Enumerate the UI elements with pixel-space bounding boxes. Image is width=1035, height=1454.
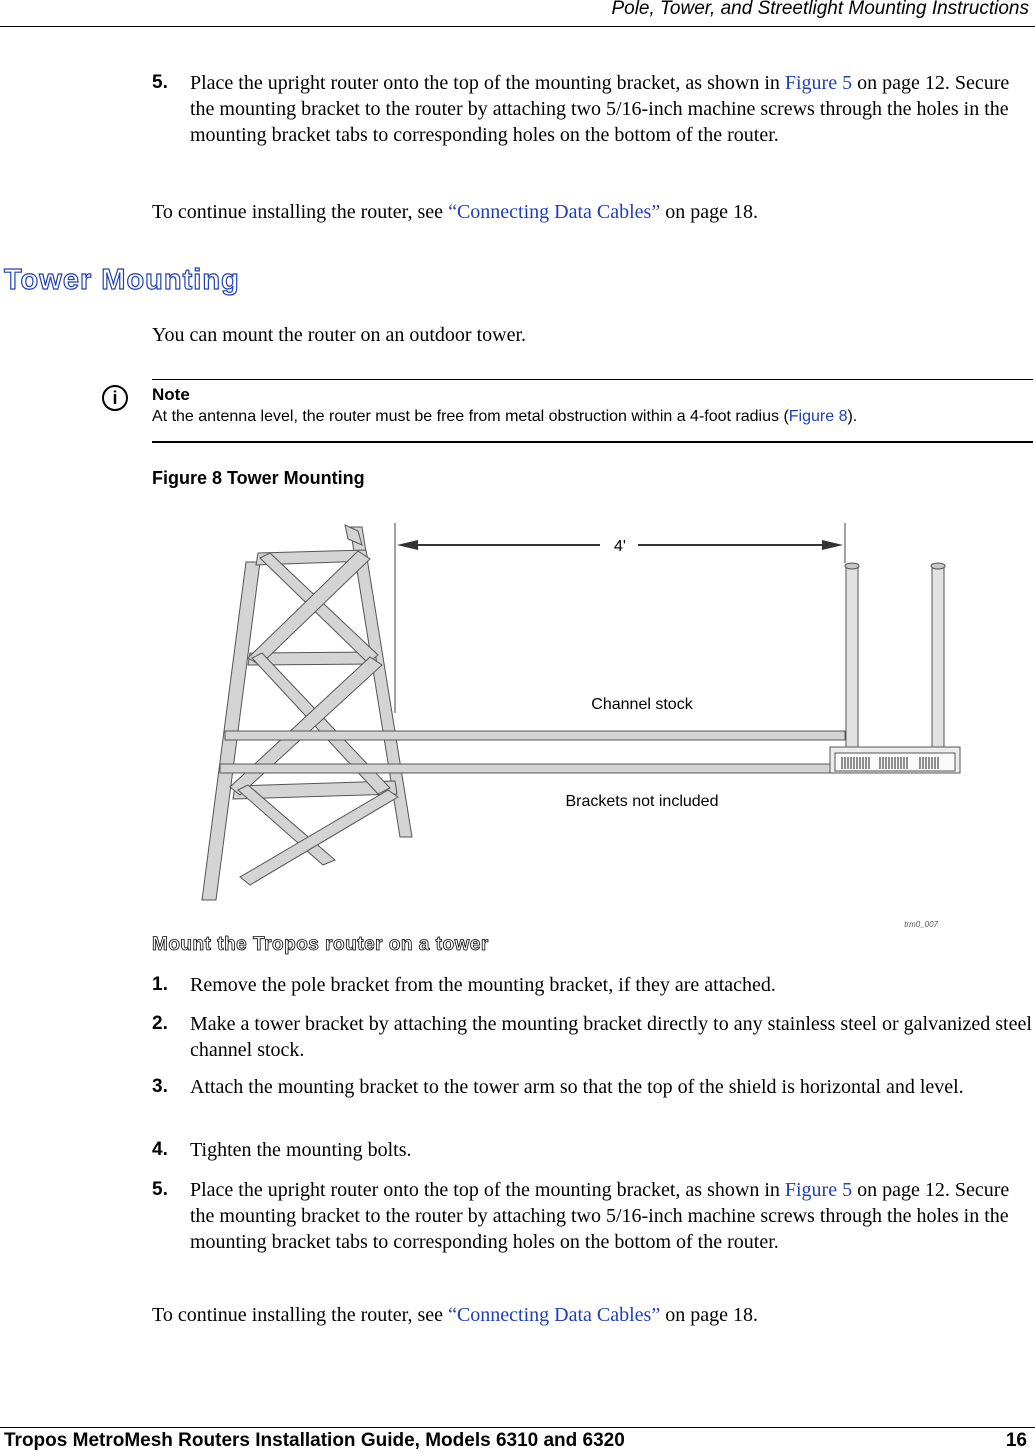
router-antenna-left bbox=[846, 565, 858, 747]
note-label: Note bbox=[152, 385, 190, 404]
figure-code: trm0_007 bbox=[904, 920, 938, 929]
continue-text-b: on page 18. bbox=[660, 1304, 758, 1326]
step-1 bbox=[152, 972, 1032, 998]
router bbox=[830, 563, 960, 773]
step-number: 2. bbox=[152, 1013, 168, 1034]
dimension-arrow-left bbox=[397, 540, 418, 550]
dimension-arrow-right bbox=[822, 540, 843, 550]
step-number: 4. bbox=[152, 1139, 168, 1160]
step-text: Make a tower bracket by attaching the mounting bracket directly to any stainless steel or galvanized steel channel stock. bbox=[190, 1013, 1032, 1061]
note-text-b: ). bbox=[847, 408, 858, 425]
note-text bbox=[152, 408, 857, 426]
page-number: 16 bbox=[1005, 1430, 1027, 1451]
brackets-label: Brackets not included bbox=[565, 793, 719, 810]
channel-stock-lower bbox=[220, 764, 845, 773]
section-heading: Tower Mounting bbox=[4, 264, 240, 296]
connecting-data-cables-link[interactable]: “Connecting Data Cables” bbox=[448, 1304, 661, 1326]
step-3 bbox=[152, 1074, 1032, 1100]
header-rule bbox=[0, 26, 1035, 27]
antenna-cap-left bbox=[845, 563, 859, 569]
dimension-label: 4' bbox=[614, 538, 626, 555]
channel-stock-upper bbox=[225, 731, 845, 740]
step-text: Tighten the mounting bolts. bbox=[190, 1139, 412, 1161]
step-5 bbox=[152, 1177, 1032, 1255]
router-antenna-right bbox=[932, 565, 944, 747]
step-number: 3. bbox=[152, 1076, 168, 1097]
note-rule-bottom bbox=[152, 441, 1033, 443]
step-number: 1. bbox=[152, 974, 168, 995]
channel-stock-label: Channel stock bbox=[591, 696, 693, 713]
info-icon: i bbox=[102, 385, 128, 411]
step-2 bbox=[152, 1011, 1032, 1063]
step-4 bbox=[152, 1137, 1032, 1163]
continue-text-b: on page 18. bbox=[660, 201, 758, 223]
footer-rule bbox=[0, 1427, 1035, 1428]
figure-caption: Figure 8 Tower Mounting bbox=[152, 468, 365, 488]
continue-paragraph-1 bbox=[152, 199, 758, 225]
figure-5-link[interactable]: Figure 5 bbox=[784, 72, 853, 94]
step-number: 5. bbox=[152, 72, 168, 93]
antenna-cap-right bbox=[931, 563, 945, 569]
subsection-heading: Mount the Tropos router on a tower bbox=[152, 934, 489, 955]
connecting-data-cables-link[interactable]: “Connecting Data Cables” bbox=[448, 201, 661, 223]
step-text-b: on page 12. Secure the mounting bracket to the router by attaching two 5/16-inch machine screws through the holes in the mounting bracket tabs to corresponding holes on the bottom of the router. bbox=[190, 1179, 1010, 1253]
continue-text-a: To continue installing the router, see bbox=[152, 201, 449, 223]
step-text-a: Place the upright router onto the top of the mounting bracket, as shown in bbox=[190, 1179, 785, 1201]
step-text: Remove the pole bracket from the mounting bracket, if they are attached. bbox=[190, 974, 776, 996]
top-step-5 bbox=[152, 70, 1032, 148]
running-header: Pole, Tower, and Streetlight Mounting Instructions bbox=[611, 0, 1029, 19]
footer-title: Tropos MetroMesh Routers Installation Guide, Models 6310 and 6320 bbox=[4, 1430, 625, 1451]
tower-brace bbox=[248, 551, 370, 665]
note-rule-top bbox=[152, 379, 1033, 380]
step-text-b: on page 12. Secure the mounting bracket to the router by attaching two 5/16-inch machine screws through the holes in the mounting bracket tabs to corresponding holes on the bottom of the router. bbox=[190, 72, 1010, 146]
step-text-a: Place the upright router onto the top of the mounting bracket, as shown in bbox=[190, 72, 785, 94]
continue-text-a: To continue installing the router, see bbox=[152, 1304, 449, 1326]
section-intro: You can mount the router on an outdoor tower. bbox=[152, 324, 527, 346]
step-number: 5. bbox=[152, 1179, 168, 1200]
figure-8-link[interactable]: Figure 8 bbox=[788, 408, 848, 425]
step-text: Attach the mounting bracket to the tower arm so that the top of the shield is horizontal and level. bbox=[190, 1076, 964, 1098]
continue-paragraph-2 bbox=[152, 1302, 758, 1328]
tower-mounting-illustration bbox=[190, 515, 970, 930]
note-text-a: At the antenna level, the router must be free from metal obstruction within a 4-foot radius ( bbox=[152, 408, 789, 425]
figure-5-link[interactable]: Figure 5 bbox=[784, 1179, 853, 1201]
